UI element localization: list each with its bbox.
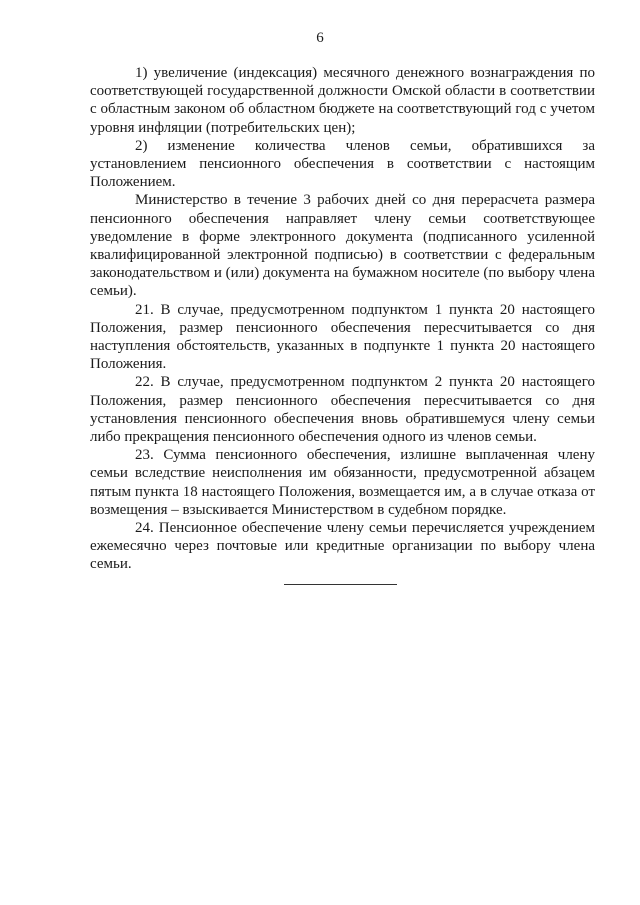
paragraph-clause-24: 24. Пенсионное обеспечение члену семьи перечисляется учреждением ежемесячно через почтовые или кредитные организации по выбору члена семьи.	[90, 520, 595, 573]
paragraph-ministry-notice: Министерство в течение 3 рабочих дней со дня перерасчета размера пенсионного обеспечения направляет члену семьи соответствующее уведомление в форме электронного документа (подписанного усиленной квалифицированной электронной подписью) в соответствии с федеральным законодательством и (или) документа на бумажном носителе (по выбору члена семьи).	[90, 192, 595, 300]
paragraph-subitem-2: 2) изменение количества членов семьи, обратившихся за установлением пенсионного обеспечения в соответствии с настоящим Положением.	[90, 137, 595, 191]
paragraph-subitem-1: 1) увеличение (индексация) месячного денежного вознаграждения по соответствующей государственной должности Омской области в соответствии с областным законом об областном бюджете на соответствующий год с учетом уровня инфляции (потребительских цен);	[90, 65, 595, 136]
end-divider-line	[284, 584, 397, 585]
paragraph-clause-21: 21. В случае, предусмотренном подпунктом 1 пункта 20 настоящего Положения, размер пенсионного обеспечения пересчитывается со дня наступления обстоятельств, указанных в подпункте 1 пункта 20 настоящего Положения.	[90, 301, 595, 373]
page-number: 6	[316, 30, 324, 46]
document-body	[90, 64, 595, 574]
paragraph-clause-22: 22. В случае, предусмотренном подпунктом 2 пункта 20 настоящего Положения, размер пенсионного обеспечения пересчитывается со дня установления пенсионного обеспечения вновь обратившемуся члену семьи либо прекращения пенсионного обеспечения одного из членов семьи.	[90, 374, 595, 446]
paragraph-clause-23: 23. Сумма пенсионного обеспечения, излишне выплаченная члену семьи вследствие неисполнения им обязанности, предусмотренной абзацем пятым пункта 18 настоящего Положения, возмещается им, а в случае отказа от возмещения – взыскивается Министерством в судебном порядке.	[90, 447, 595, 518]
